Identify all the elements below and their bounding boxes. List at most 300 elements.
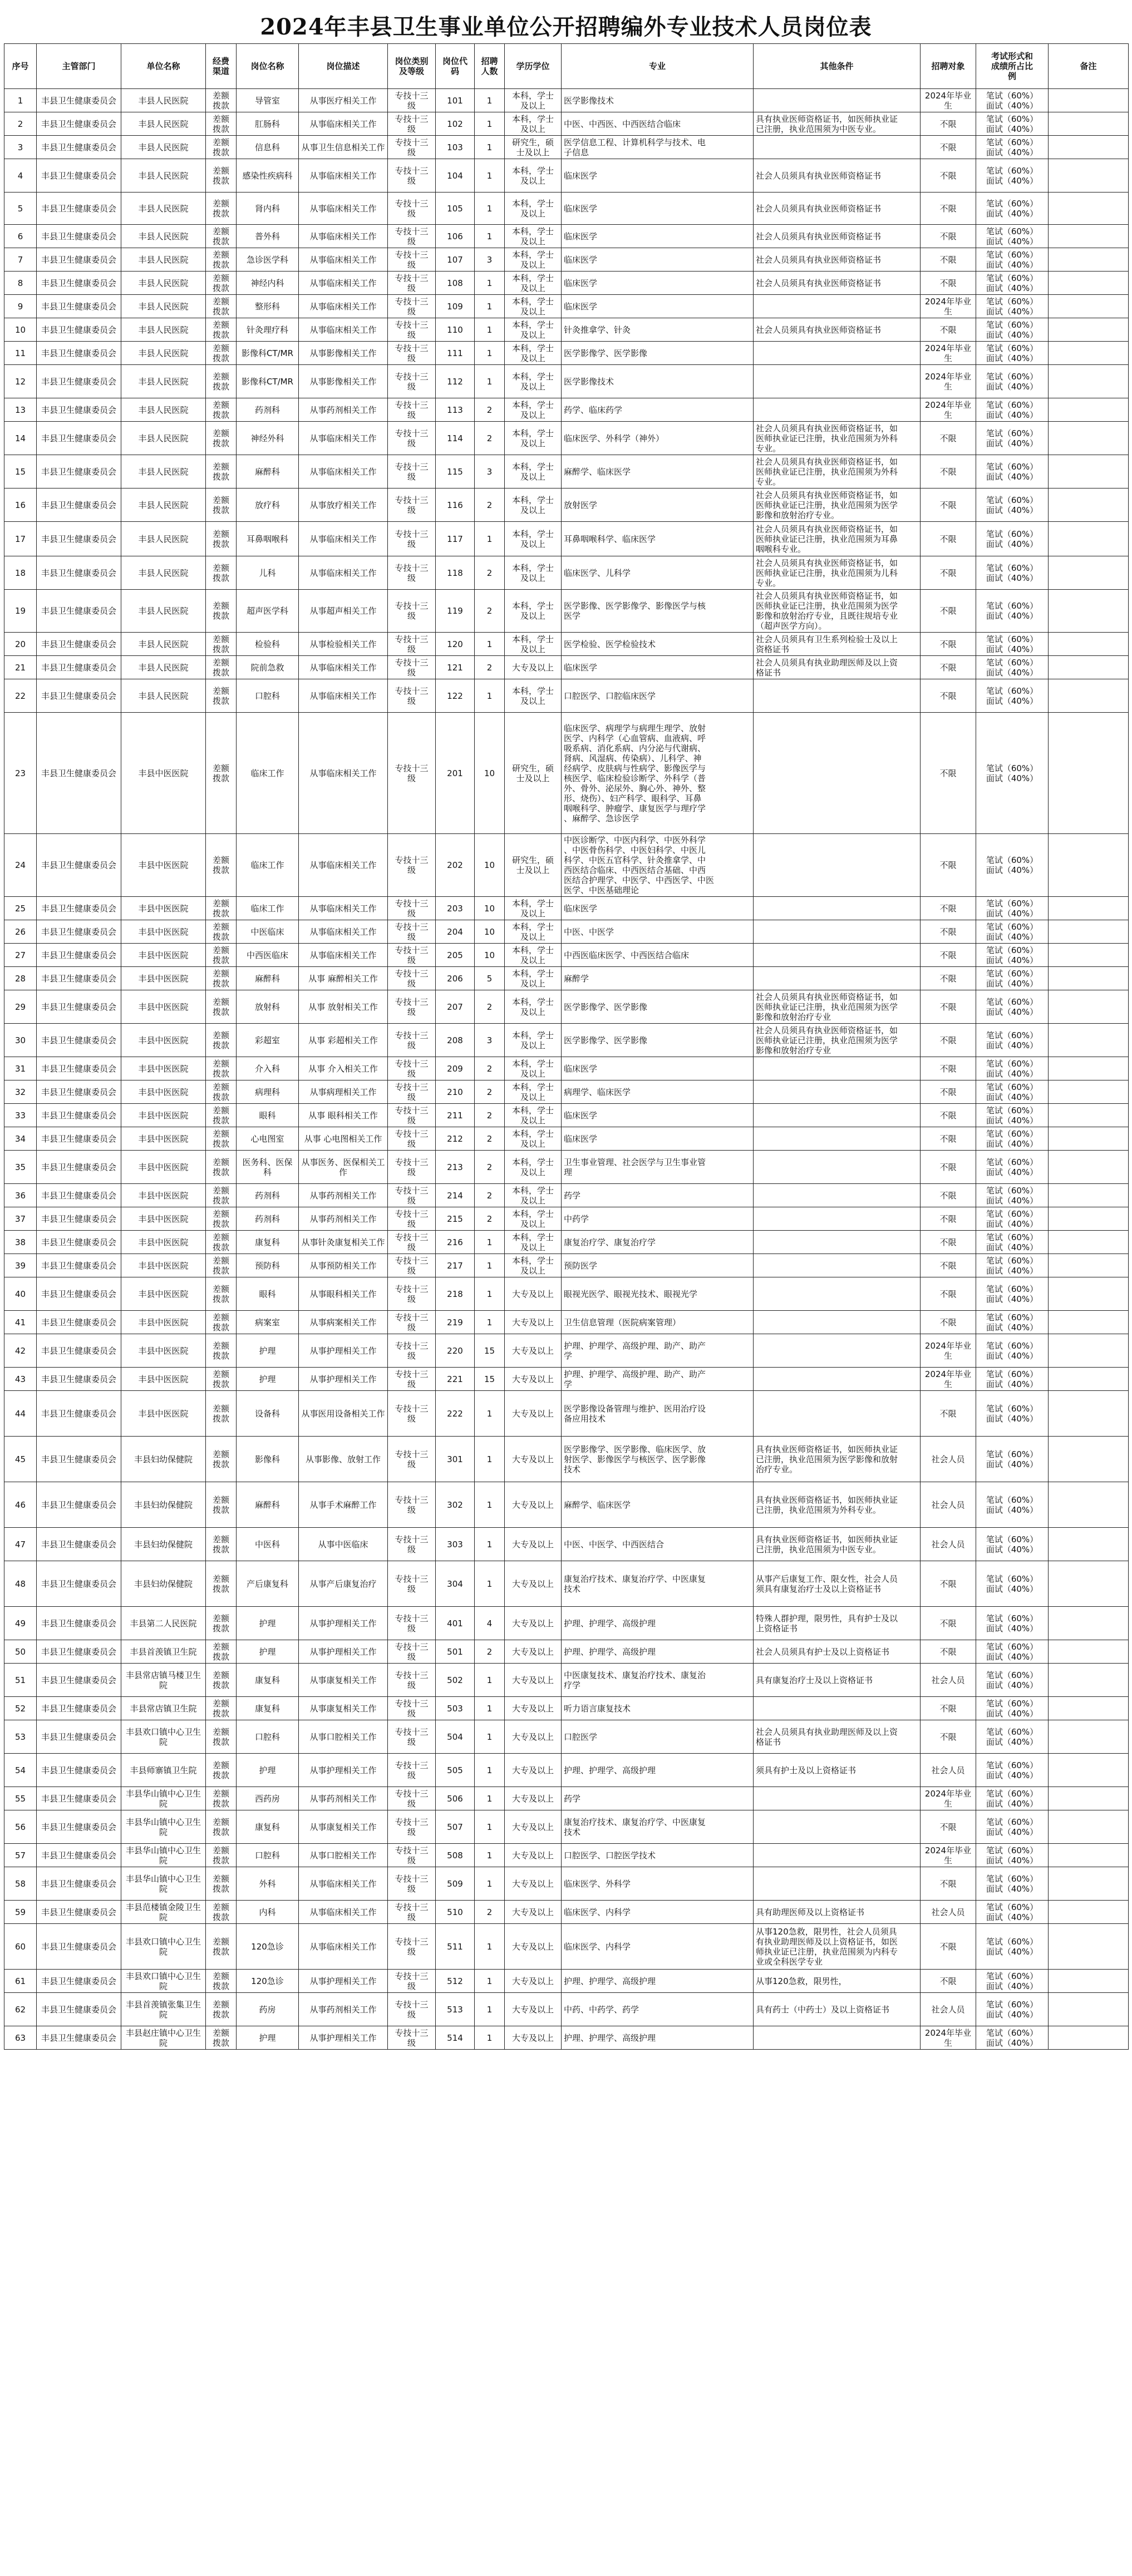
cell-count: 1	[475, 2026, 505, 2050]
cell-remark	[1049, 1207, 1129, 1231]
cell-remark	[1049, 1080, 1129, 1104]
cell-education: 本科，学士 及以上	[505, 1127, 562, 1151]
cell-unit: 丰县人民医院	[121, 422, 206, 455]
cell-code: 218	[436, 1277, 475, 1311]
cell-count: 4	[475, 1607, 505, 1640]
cell-seq: 62	[4, 1993, 37, 2026]
cell-department: 丰县卫生健康委员会	[37, 834, 121, 897]
cell-funding: 差额 拨款	[206, 1607, 237, 1640]
cell-category: 专技十三 级	[388, 920, 436, 944]
cell-department: 丰县卫生健康委员会	[37, 522, 121, 556]
cell-major: 中医康复技术、康复治疗技术、康复治 疗学	[562, 1664, 754, 1697]
cell-remark	[1049, 272, 1129, 295]
cell-department: 丰县卫生健康委员会	[37, 136, 121, 159]
cell-seq: 52	[4, 1697, 37, 1720]
cell-position: 护理	[237, 1640, 299, 1664]
cell-remark	[1049, 1528, 1129, 1561]
cell-exam: 笔试（60%） 面试（40%）	[976, 1254, 1049, 1277]
cell-exam: 笔试（60%） 面试（40%）	[976, 1024, 1049, 1057]
cell-code: 302	[436, 1482, 475, 1528]
cell-code: 222	[436, 1391, 475, 1437]
cell-conditions	[754, 1391, 921, 1437]
cell-seq: 39	[4, 1254, 37, 1277]
header-code: 岗位代 码	[436, 44, 475, 89]
cell-unit: 丰县中医医院	[121, 1127, 206, 1151]
cell-target: 不限	[921, 590, 976, 633]
table-row	[4, 556, 1129, 590]
cell-category: 专技十三 级	[388, 1207, 436, 1231]
cell-major: 口腔医学	[562, 1720, 754, 1754]
cell-category: 专技十三 级	[388, 1640, 436, 1664]
cell-major: 药学	[562, 1787, 754, 1810]
cell-remark	[1049, 713, 1129, 834]
cell-funding: 差额 拨款	[206, 1970, 237, 1993]
cell-department: 丰县卫生健康委员会	[37, 713, 121, 834]
cell-count: 1	[475, 1311, 505, 1334]
cell-remark	[1049, 1640, 1129, 1664]
cell-category: 专技十三 级	[388, 713, 436, 834]
cell-education: 大专及以上	[505, 2026, 562, 2050]
cell-exam: 笔试（60%） 面试（40%）	[976, 455, 1049, 488]
cell-funding: 差额 拨款	[206, 1080, 237, 1104]
table-row	[4, 1254, 1129, 1277]
cell-unit: 丰县欢口镇中心卫生院	[121, 1720, 206, 1754]
table-row	[4, 1720, 1129, 1754]
cell-major: 医学影像学、医学影像	[562, 1024, 754, 1057]
cell-description: 从事影像、放射工作	[299, 1437, 388, 1482]
table-row	[4, 1057, 1129, 1080]
cell-education: 大专及以上	[505, 1277, 562, 1311]
cell-seq: 5	[4, 193, 37, 225]
cell-description: 从事影像相关工作	[299, 365, 388, 398]
cell-seq: 56	[4, 1810, 37, 1844]
cell-code: 503	[436, 1697, 475, 1720]
cell-major: 临床医学	[562, 295, 754, 318]
cell-exam: 笔试（60%） 面试（40%）	[976, 193, 1049, 225]
cell-position: 康复科	[237, 1697, 299, 1720]
table-row	[4, 272, 1129, 295]
cell-category: 专技十三 级	[388, 944, 436, 967]
cell-remark	[1049, 488, 1129, 522]
cell-count: 1	[475, 679, 505, 713]
cell-major: 医学检验、医学检验技术	[562, 633, 754, 656]
cell-target: 2024年毕业生	[921, 89, 976, 112]
cell-conditions	[754, 1207, 921, 1231]
cell-exam: 笔试（60%） 面试（40%）	[976, 1697, 1049, 1720]
cell-seq: 10	[4, 318, 37, 342]
cell-remark	[1049, 295, 1129, 318]
header-seq: 序号	[4, 44, 37, 89]
cell-education: 大专及以上	[505, 1368, 562, 1391]
cell-target: 社会人员	[921, 1993, 976, 2026]
cell-remark	[1049, 679, 1129, 713]
cell-unit: 丰县中医医院	[121, 713, 206, 834]
cell-education: 大专及以上	[505, 1844, 562, 1867]
cell-conditions: 具有助理医师及以上资格证书	[754, 1901, 921, 1924]
cell-conditions: 从事120急救，限男性，社会人员须具 有执业助理医师及以上资格证书，如医 师执业证已注册，执业范围须为内科专 业或全科医学专业	[754, 1924, 921, 1970]
cell-seq: 16	[4, 488, 37, 522]
cell-category: 专技十三 级	[388, 112, 436, 136]
cell-target: 2024年毕业 生	[921, 1368, 976, 1391]
cell-seq: 1	[4, 89, 37, 112]
cell-category: 专技十三 级	[388, 1754, 436, 1787]
cell-remark	[1049, 897, 1129, 920]
header-remark: 备注	[1049, 44, 1129, 89]
table-row	[4, 398, 1129, 422]
cell-remark	[1049, 556, 1129, 590]
cell-description: 从事药剂相关工作	[299, 1184, 388, 1207]
cell-major: 中药学	[562, 1207, 754, 1231]
cell-major: 临床医学、内科学	[562, 1901, 754, 1924]
cell-code: 119	[436, 590, 475, 633]
cell-education: 本科，学士 及以上	[505, 422, 562, 455]
cell-position: 整形科	[237, 295, 299, 318]
cell-target: 不限	[921, 1024, 976, 1057]
cell-target: 不限	[921, 1207, 976, 1231]
cell-description: 从事护理相关工作	[299, 1640, 388, 1664]
cell-target: 不限	[921, 225, 976, 248]
table-row	[4, 1311, 1129, 1334]
cell-major: 临床医学、病理学与病理生理学、放射 医学、内科学（心血管病、血液病、呼 吸系病、消化系病、内分泌与代谢病、 肾病、风湿病、传染病）、儿科学、神 经病学、皮肤病与性病学、影像医学与 核医学、临床检验诊断学、外科学（普 外、骨外、泌尿外、胸心外、神外、整 形、烧伤）、妇产科学、眼科学、耳鼻 咽喉科学、肿瘤学、康复医学与理疗学 、麻醉学、急诊医学	[562, 713, 754, 834]
cell-seq: 37	[4, 1207, 37, 1231]
cell-conditions: 社会人员须具有卫生系列检验士及以上 资格证书	[754, 633, 921, 656]
page-title: 2024年丰县卫生事业单位公开招聘编外专业技术人员岗位表	[260, 14, 872, 40]
cell-funding: 差额 拨款	[206, 1334, 237, 1368]
cell-count: 2	[475, 422, 505, 455]
cell-funding: 差额 拨款	[206, 1993, 237, 2026]
cell-seq: 12	[4, 365, 37, 398]
cell-conditions	[754, 1311, 921, 1334]
cell-seq: 15	[4, 455, 37, 488]
cell-position: 内科	[237, 1901, 299, 1924]
cell-education: 本科，学士 及以上	[505, 1254, 562, 1277]
cell-seq: 31	[4, 1057, 37, 1080]
cell-major: 护理、护理学、高级护理	[562, 1754, 754, 1787]
cell-major: 医学影像技术	[562, 89, 754, 112]
cell-department: 丰县卫生健康委员会	[37, 1254, 121, 1277]
cell-position: 药剂科	[237, 1207, 299, 1231]
cell-category: 专技十三 级	[388, 990, 436, 1024]
cell-major: 临床医学、儿科学	[562, 556, 754, 590]
cell-education: 大专及以上	[505, 1334, 562, 1368]
cell-category: 专技十三 级	[388, 488, 436, 522]
cell-seq: 57	[4, 1844, 37, 1867]
cell-education: 研究生，硕 士及以上	[505, 834, 562, 897]
cell-major: 临床医学	[562, 1057, 754, 1080]
cell-exam: 笔试（60%） 面试（40%）	[976, 556, 1049, 590]
cell-count: 1	[475, 1277, 505, 1311]
cell-conditions	[754, 1844, 921, 1867]
cell-major: 医学影像学、医学影像、临床医学、放 射医学、影像医学与核医学、医学影像 技术	[562, 1437, 754, 1482]
cell-category: 专技十三 级	[388, 1697, 436, 1720]
cell-position: 肾内科	[237, 193, 299, 225]
cell-funding: 差额 拨款	[206, 920, 237, 944]
table-row	[4, 1561, 1129, 1607]
cell-seq: 7	[4, 248, 37, 272]
header-exam: 考试形式和 成绩所占比 例	[976, 44, 1049, 89]
cell-code: 121	[436, 656, 475, 679]
cell-count: 2	[475, 1207, 505, 1231]
cell-description: 从事药剂相关工作	[299, 1787, 388, 1810]
cell-code: 106	[436, 225, 475, 248]
cell-conditions: 具有康复治疗士及以上资格证书	[754, 1664, 921, 1697]
cell-funding: 差额 拨款	[206, 159, 237, 193]
cell-remark	[1049, 2026, 1129, 2050]
header-target: 招聘对象	[921, 44, 976, 89]
cell-code: 215	[436, 1207, 475, 1231]
cell-funding: 差额 拨款	[206, 193, 237, 225]
table-row	[4, 920, 1129, 944]
cell-seq: 18	[4, 556, 37, 590]
cell-count: 1	[475, 522, 505, 556]
cell-unit: 丰县中医医院	[121, 944, 206, 967]
cell-target: 不限	[921, 455, 976, 488]
cell-position: 药房	[237, 1993, 299, 2026]
table-row	[4, 1482, 1129, 1528]
cell-unit: 丰县常店镇卫生院	[121, 1697, 206, 1720]
cell-description: 从事影像相关工作	[299, 342, 388, 365]
cell-description: 从事临床相关工作	[299, 1867, 388, 1901]
cell-remark	[1049, 834, 1129, 897]
cell-target: 2024年毕业 生	[921, 342, 976, 365]
table-row	[4, 136, 1129, 159]
cell-category: 专技十三 级	[388, 1437, 436, 1482]
cell-department: 丰县卫生健康委员会	[37, 1437, 121, 1482]
table-row	[4, 897, 1129, 920]
cell-target: 不限	[921, 1970, 976, 1993]
cell-conditions	[754, 1810, 921, 1844]
cell-conditions	[754, 1184, 921, 1207]
cell-position: 放疗科	[237, 488, 299, 522]
cell-department: 丰县卫生健康委员会	[37, 920, 121, 944]
cell-department: 丰县卫生健康委员会	[37, 89, 121, 112]
cell-remark	[1049, 1254, 1129, 1277]
cell-education: 本科，学士 及以上	[505, 897, 562, 920]
cell-exam: 笔试（60%） 面试（40%）	[976, 1151, 1049, 1184]
cell-description: 从事临床相关工作	[299, 944, 388, 967]
cell-remark	[1049, 1368, 1129, 1391]
cell-funding: 差额 拨款	[206, 136, 237, 159]
cell-position: 心电图室	[237, 1127, 299, 1151]
cell-position: 神经内科	[237, 272, 299, 295]
cell-funding: 差额 拨款	[206, 455, 237, 488]
cell-seq: 44	[4, 1391, 37, 1437]
cell-count: 1	[475, 193, 505, 225]
cell-position: 口腔科	[237, 679, 299, 713]
cell-conditions: 社会人员须具有执业助理医师及以上资 格证书	[754, 656, 921, 679]
cell-exam: 笔试（60%） 面试（40%）	[976, 1844, 1049, 1867]
cell-education: 大专及以上	[505, 1867, 562, 1901]
cell-major: 医学信息工程、计算机科学与技术、电 子信息	[562, 136, 754, 159]
cell-department: 丰县卫生健康委员会	[37, 897, 121, 920]
cell-conditions	[754, 398, 921, 422]
cell-position: 临床工作	[237, 713, 299, 834]
cell-exam: 笔试（60%） 面试（40%）	[976, 1311, 1049, 1334]
cell-department: 丰县卫生健康委员会	[37, 967, 121, 990]
cell-description: 从事针灸康复相关工作	[299, 1231, 388, 1254]
cell-exam: 笔试（60%） 面试（40%）	[976, 159, 1049, 193]
cell-education: 大专及以上	[505, 1482, 562, 1528]
cell-category: 专技十三 级	[388, 1057, 436, 1080]
cell-description: 从事临床相关工作	[299, 318, 388, 342]
cell-department: 丰县卫生健康委员会	[37, 272, 121, 295]
cell-position: 口腔科	[237, 1720, 299, 1754]
cell-funding: 差额 拨款	[206, 1184, 237, 1207]
cell-count: 10	[475, 713, 505, 834]
cell-remark	[1049, 1607, 1129, 1640]
cell-target: 不限	[921, 1231, 976, 1254]
cell-funding: 差额 拨款	[206, 656, 237, 679]
cell-count: 1	[475, 1720, 505, 1754]
table-row	[4, 112, 1129, 136]
cell-conditions	[754, 1254, 921, 1277]
cell-target: 社会人员	[921, 1901, 976, 1924]
cell-seq: 59	[4, 1901, 37, 1924]
cell-position: 影像科CT/MR	[237, 342, 299, 365]
cell-position: 麻醉科	[237, 455, 299, 488]
cell-funding: 差额 拨款	[206, 1482, 237, 1528]
cell-major: 预防医学	[562, 1254, 754, 1277]
cell-education: 本科，学士 及以上	[505, 1104, 562, 1127]
cell-category: 专技十三 级	[388, 455, 436, 488]
cell-description: 从事放疗相关工作	[299, 488, 388, 522]
cell-major: 药学、临床药学	[562, 398, 754, 422]
cell-position: 眼科	[237, 1277, 299, 1311]
cell-education: 本科，学士 及以上	[505, 990, 562, 1024]
cell-category: 专技十三 级	[388, 136, 436, 159]
cell-description: 从事检验相关工作	[299, 633, 388, 656]
cell-funding: 差额 拨款	[206, 1151, 237, 1184]
cell-department: 丰县卫生健康委员会	[37, 1901, 121, 1924]
cell-unit: 丰县人民医院	[121, 556, 206, 590]
cell-unit: 丰县范楼镇金陵卫生 院	[121, 1901, 206, 1924]
cell-unit: 丰县人民医院	[121, 398, 206, 422]
cell-remark	[1049, 1334, 1129, 1368]
cell-count: 2	[475, 590, 505, 633]
cell-funding: 差额 拨款	[206, 1277, 237, 1311]
cell-remark	[1049, 225, 1129, 248]
cell-description: 从事手术麻醉工作	[299, 1482, 388, 1528]
cell-position: 药剂科	[237, 1184, 299, 1207]
cell-target: 社会人员	[921, 1482, 976, 1528]
cell-category: 专技十三 级	[388, 318, 436, 342]
cell-education: 本科，学士 及以上	[505, 193, 562, 225]
table-row	[4, 248, 1129, 272]
cell-department: 丰县卫生健康委员会	[37, 112, 121, 136]
header-description: 岗位描述	[299, 44, 388, 89]
cell-exam: 笔试（60%） 面试（40%）	[976, 656, 1049, 679]
cell-seq: 53	[4, 1720, 37, 1754]
cell-remark	[1049, 159, 1129, 193]
table-row	[4, 679, 1129, 713]
cell-count: 1	[475, 225, 505, 248]
cell-position: 中医科	[237, 1528, 299, 1561]
cell-exam: 笔试（60%） 面试（40%）	[976, 1207, 1049, 1231]
cell-major: 医学影像学、医学影像	[562, 990, 754, 1024]
cell-category: 专技十三 级	[388, 295, 436, 318]
header-unit: 单位名称	[121, 44, 206, 89]
cell-seq: 19	[4, 590, 37, 633]
cell-education: 本科，学士 及以上	[505, 248, 562, 272]
cell-code: 115	[436, 455, 475, 488]
cell-seq: 3	[4, 136, 37, 159]
cell-category: 专技十三 级	[388, 193, 436, 225]
cell-funding: 差额 拨款	[206, 1640, 237, 1664]
table-row	[4, 488, 1129, 522]
table-row	[4, 2026, 1129, 2050]
table-row	[4, 522, 1129, 556]
cell-description: 从事临床相关工作	[299, 272, 388, 295]
cell-category: 专技十三 级	[388, 1482, 436, 1528]
cell-target: 不限	[921, 679, 976, 713]
cell-conditions: 具有执业医师资格证书，如医师执业证 已注册，执业范围须为医学影像和放射 治疗专业。	[754, 1437, 921, 1482]
table-row	[4, 1970, 1129, 1993]
cell-department: 丰县卫生健康委员会	[37, 1127, 121, 1151]
cell-count: 1	[475, 1844, 505, 1867]
cell-major: 临床医学、内科学	[562, 1924, 754, 1970]
cell-conditions	[754, 342, 921, 365]
cell-count: 2	[475, 1104, 505, 1127]
cell-remark	[1049, 1057, 1129, 1080]
cell-exam: 笔试（60%） 面试（40%）	[976, 248, 1049, 272]
cell-target: 社会人员	[921, 1437, 976, 1482]
cell-funding: 差额 拨款	[206, 422, 237, 455]
cell-remark	[1049, 1151, 1129, 1184]
cell-position: 预防科	[237, 1254, 299, 1277]
cell-category: 专技十三 级	[388, 1368, 436, 1391]
cell-count: 1	[475, 272, 505, 295]
cell-education: 大专及以上	[505, 1901, 562, 1924]
cell-unit: 丰县中医医院	[121, 920, 206, 944]
cell-unit: 丰县中医医院	[121, 990, 206, 1024]
cell-exam: 笔试（60%） 面试（40%）	[976, 920, 1049, 944]
cell-exam: 笔试（60%） 面试（40%）	[976, 1080, 1049, 1104]
cell-funding: 差额 拨款	[206, 522, 237, 556]
cell-department: 丰县卫生健康委员会	[37, 556, 121, 590]
cell-education: 本科，学士 及以上	[505, 398, 562, 422]
cell-target: 不限	[921, 1277, 976, 1311]
cell-funding: 差额 拨款	[206, 342, 237, 365]
cell-code: 301	[436, 1437, 475, 1482]
table-row	[4, 1528, 1129, 1561]
cell-remark	[1049, 398, 1129, 422]
cell-target: 不限	[921, 556, 976, 590]
cell-funding: 差额 拨款	[206, 897, 237, 920]
cell-remark	[1049, 1277, 1129, 1311]
cell-remark	[1049, 193, 1129, 225]
cell-position: 护理	[237, 1607, 299, 1640]
cell-unit: 丰县人民医院	[121, 193, 206, 225]
cell-unit: 丰县师寨镇卫生院	[121, 1754, 206, 1787]
cell-code: 202	[436, 834, 475, 897]
cell-category: 专技十三 级	[388, 1561, 436, 1607]
cell-conditions: 具有执业医师资格证书，如医师执业证 已注册，执业范围须为中医专业。	[754, 112, 921, 136]
cell-education: 大专及以上	[505, 1924, 562, 1970]
cell-code: 220	[436, 1334, 475, 1368]
cell-unit: 丰县人民医院	[121, 248, 206, 272]
cell-seq: 41	[4, 1311, 37, 1334]
cell-exam: 笔试（60%） 面试（40%）	[976, 1277, 1049, 1311]
cell-education: 本科，学士 及以上	[505, 679, 562, 713]
cell-code: 109	[436, 295, 475, 318]
table-row	[4, 318, 1129, 342]
table-row	[4, 1787, 1129, 1810]
table-row	[4, 225, 1129, 248]
cell-code: 502	[436, 1664, 475, 1697]
cell-education: 大专及以上	[505, 1787, 562, 1810]
cell-description: 从事临床相关工作	[299, 679, 388, 713]
cell-target: 不限	[921, 1080, 976, 1104]
